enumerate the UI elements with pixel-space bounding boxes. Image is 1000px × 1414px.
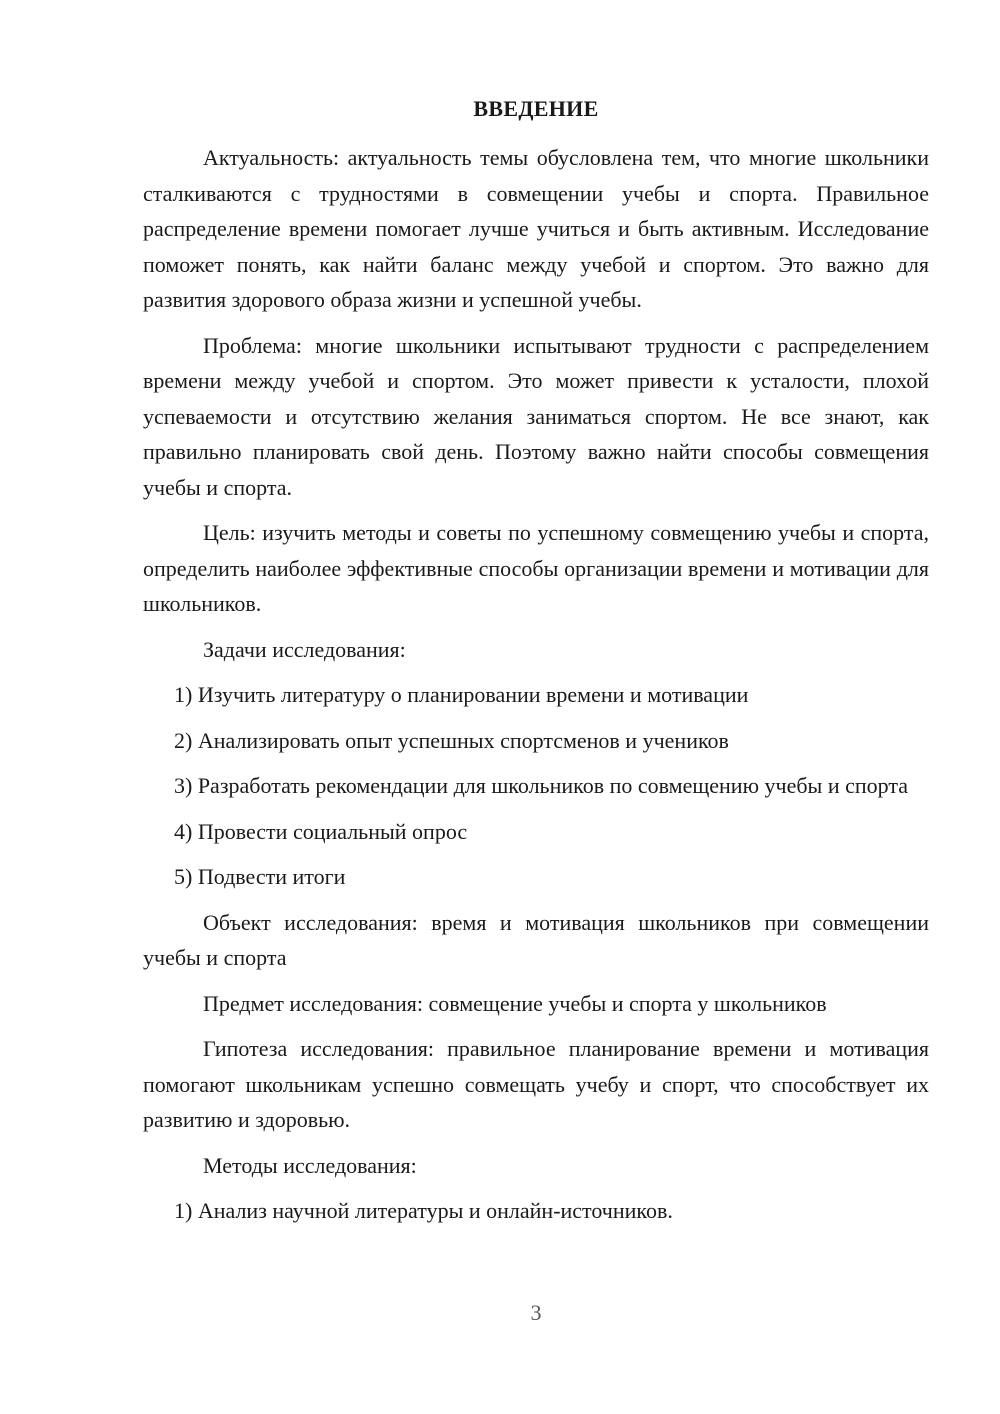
section-heading: ВВЕДЕНИЕ xyxy=(473,96,599,121)
goal-paragraph: Цель: изучить методы и советы по успешному совмещению учебы и спорта, определить наиболее эффективные способы организации времени и мотивации для школьников. xyxy=(143,520,929,616)
task-item: 1) Изучить литературу о планировании времени и мотивации xyxy=(174,682,749,707)
tasks-title: Задачи исследования: xyxy=(203,636,406,662)
page-content xyxy=(143,94,929,1239)
page-number: 3 xyxy=(530,1300,542,1325)
methods-title: Методы исследования: xyxy=(203,1152,417,1178)
subject-paragraph: Предмет исследования: совмещение учебы и спорта у школьников xyxy=(203,990,827,1016)
method-item: 1) Анализ научной литературы и онлайн-источников. xyxy=(174,1198,673,1223)
task-item: 3) Разработать рекомендации для школьников по совмещению учебы и спорта xyxy=(174,773,908,798)
task-item: 4) Провести социальный опрос xyxy=(174,818,468,844)
problem-paragraph: Проблема: многие школьники испытывают трудности с распределением времени между учебой и спортом. Это может привести к усталости, плохой успеваемости и отсутствию желания заниматься спортом. Не все знают, как правильно планировать свой день. Поэтому важно найти способы совмещения учебы и спорта. xyxy=(143,332,929,500)
task-item: 5) Подвести итоги xyxy=(174,864,346,889)
relevance-paragraph: Актуальность: актуальность темы обусловлена тем, что многие школьники сталкиваются с трудностями в совмещении учебы и спорта. Правильное распределение времени помогает лучше учиться и быть активным. Исследование поможет понять, как найти баланс между учебой и спортом. Это важно для развития здорового образа жизни и успешной учебы. xyxy=(143,145,929,312)
task-item: 2) Анализировать опыт успешных спортсменов и учеников xyxy=(174,727,729,753)
object-paragraph: Объект исследования: время и мотивация школьников при совмещении учебы и спорта xyxy=(143,909,929,970)
hypothesis-paragraph: Гипотеза исследования: правильное планирование времени и мотивация помогают школьникам успешно совмещать учебу и спорт, что способствует их развитию и здоровью. xyxy=(143,1036,929,1132)
